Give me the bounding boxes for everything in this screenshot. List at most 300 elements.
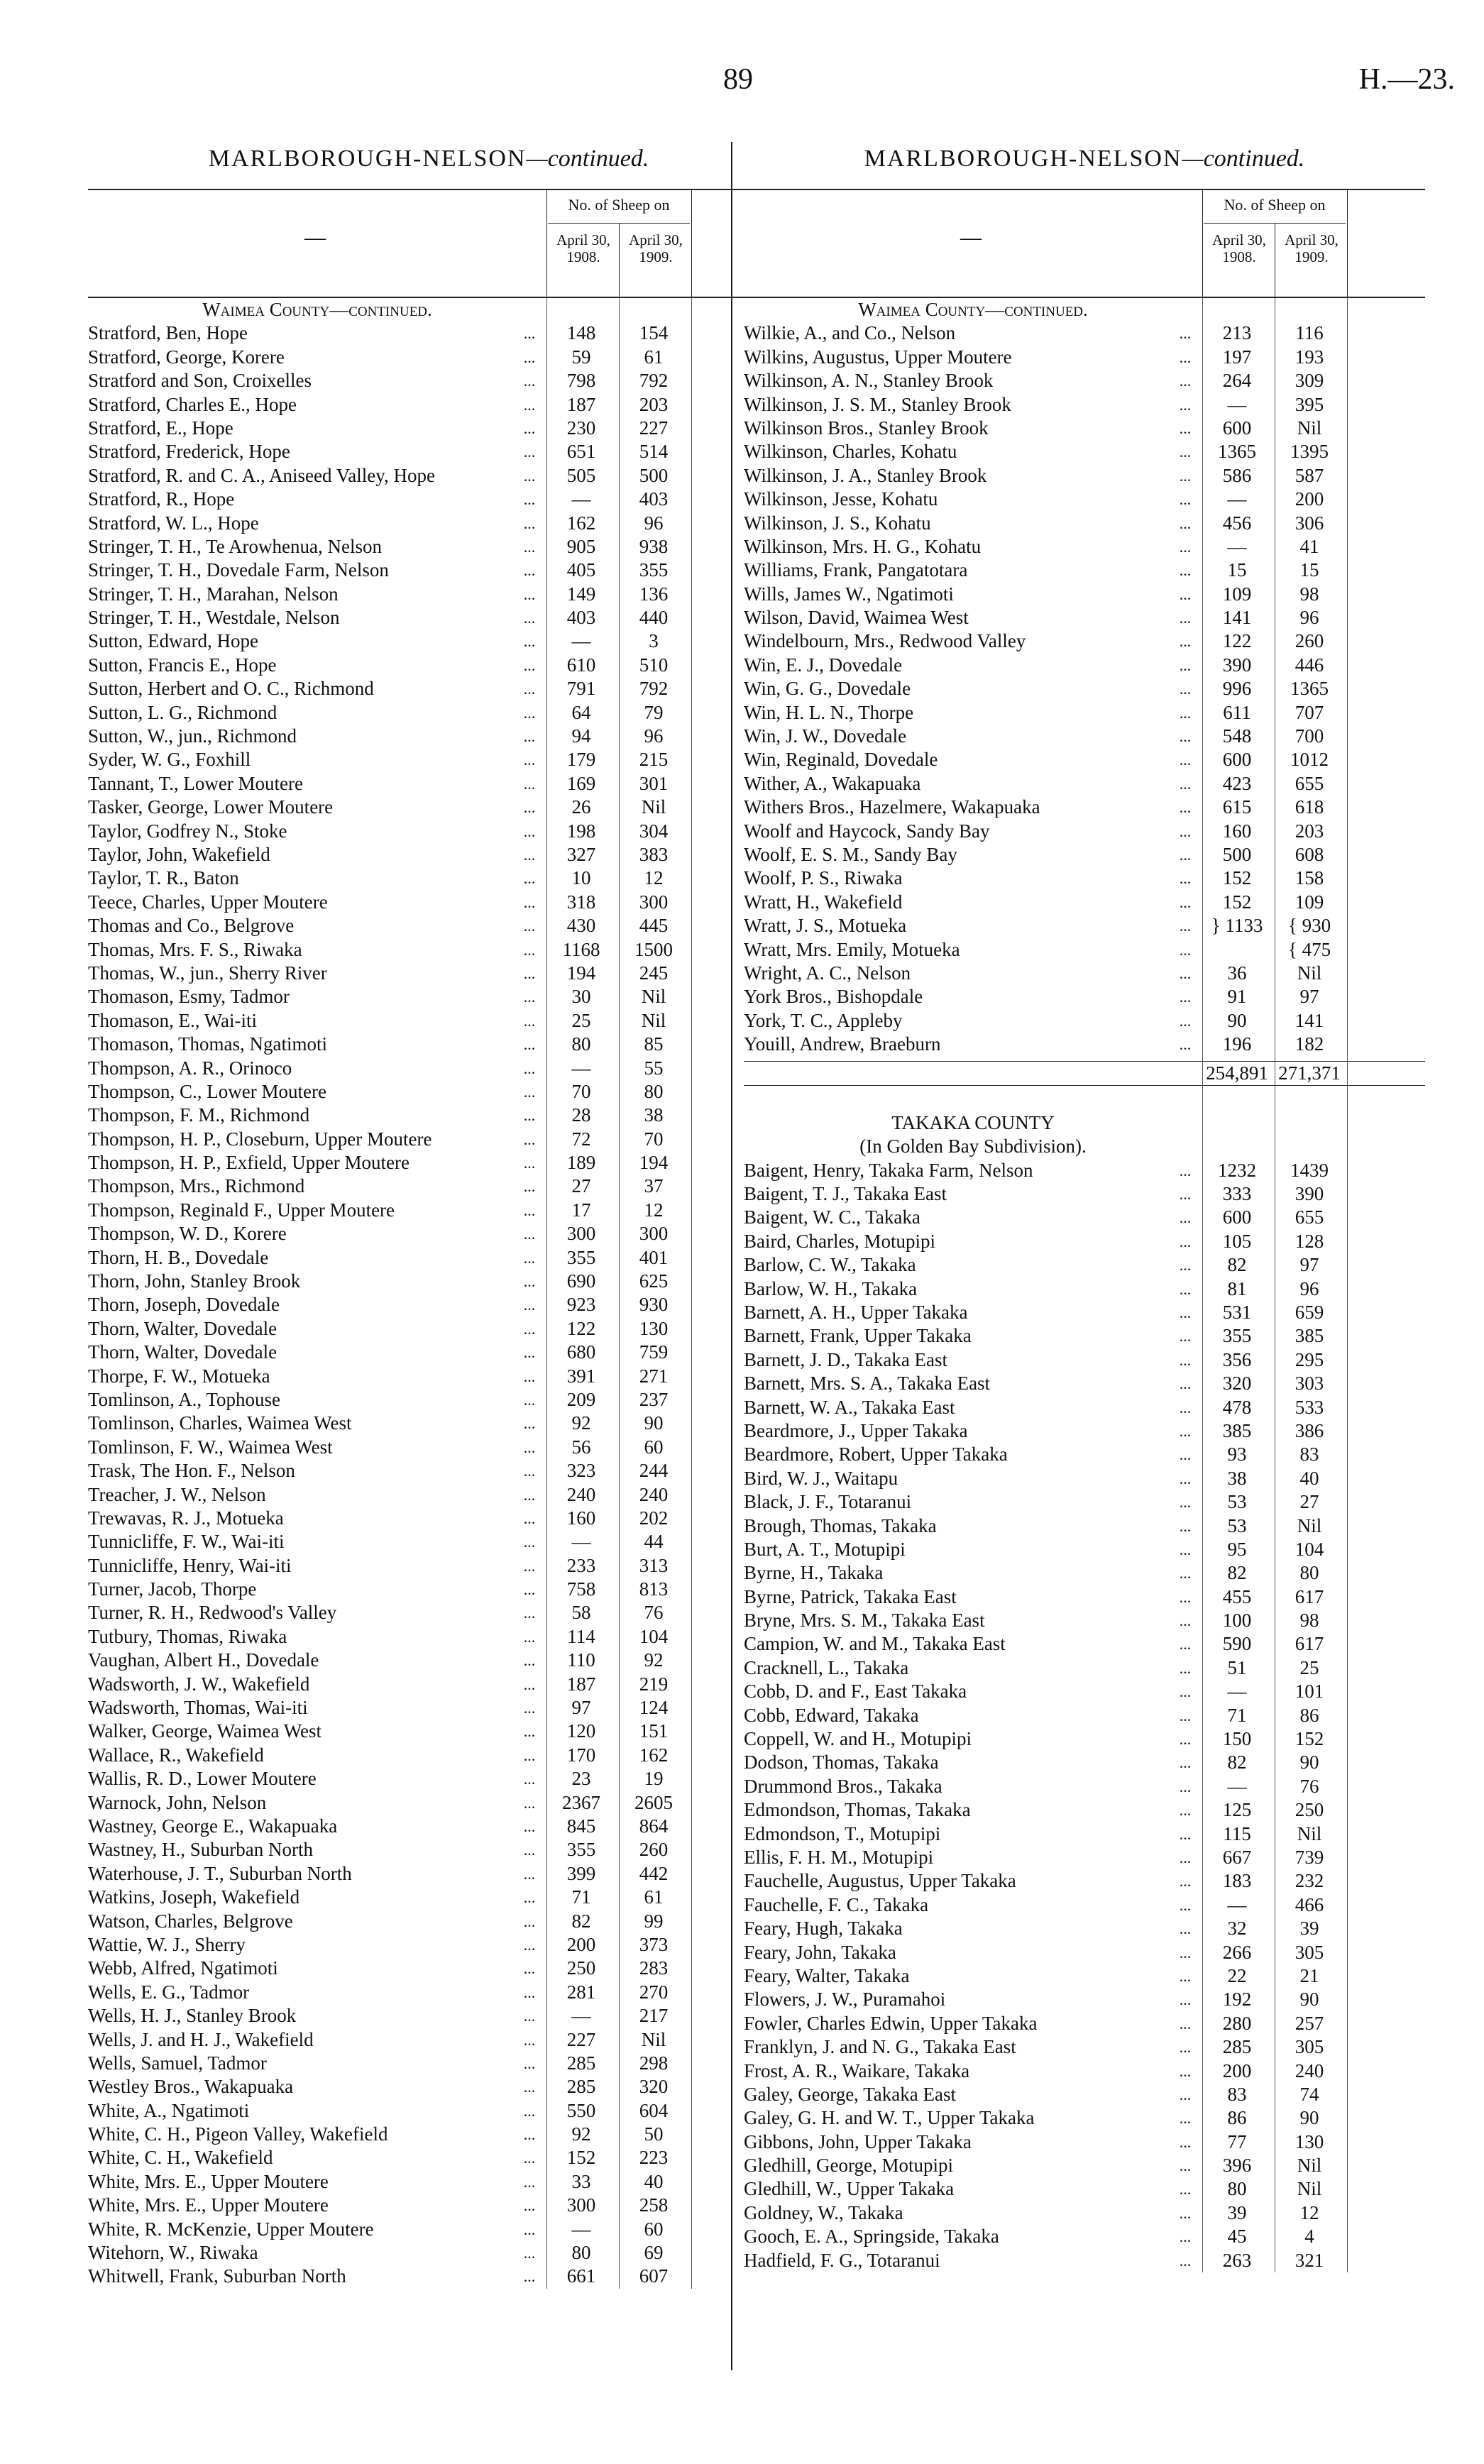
- sheep-1909: 200: [1295, 488, 1324, 510]
- sheep-1909: 759: [639, 1341, 669, 1363]
- leader-dots: ...: [1179, 1161, 1192, 1179]
- sheep-1909: 158: [1295, 867, 1324, 889]
- owner-name: Syder, W. G., Foxhill: [88, 749, 251, 771]
- leader-dots: ...: [523, 395, 536, 414]
- sheep-1909: Nil: [641, 1009, 666, 1031]
- leader-dots: ...: [523, 774, 536, 793]
- sheep-1909: 270: [639, 1981, 669, 2003]
- sheep-1908: 72: [571, 1128, 591, 1150]
- table-row: [744, 1798, 1425, 1822]
- leader-dots: ...: [1179, 1421, 1192, 1440]
- leader-dots: ...: [523, 537, 536, 556]
- name-column-header: —: [960, 226, 982, 249]
- owner-name: Thompson, H. P., Exfield, Upper Moutere: [88, 1152, 410, 1174]
- leader-dots: ...: [1179, 2014, 1192, 2033]
- sheep-1908: 590: [1222, 1633, 1252, 1655]
- sheep-1908: —: [571, 1057, 591, 1079]
- table-row: [744, 1372, 1425, 1395]
- table-row: [88, 1815, 769, 1838]
- leader-dots: ...: [1179, 490, 1192, 509]
- owner-name: Stratford, E., Hope: [88, 417, 233, 439]
- title-continued: —continued.: [1182, 145, 1305, 172]
- table-row: [88, 1649, 769, 1672]
- sheep-1909: 90: [1299, 1751, 1319, 1773]
- table-row: [744, 346, 1425, 369]
- sheep-1908: 15: [1227, 559, 1247, 581]
- owner-name: Woolf, E. S. M., Sandy Bay: [744, 843, 957, 865]
- table-row: [88, 1080, 769, 1104]
- sheep-1909: 608: [1295, 843, 1324, 865]
- table-row: [744, 1656, 1425, 1680]
- leader-dots: ...: [523, 798, 536, 817]
- owner-name: Win, Reginald, Dovedale: [744, 749, 938, 771]
- owner-name: Stringer, T. H., Marahan, Nelson: [88, 583, 339, 605]
- leader-dots: ...: [523, 1627, 536, 1646]
- sheep-1909: 1395: [1290, 441, 1329, 463]
- sheep-1909: 283: [639, 1957, 669, 1979]
- owner-name: Woolf and Haycock, Sandy Bay: [744, 820, 990, 842]
- leader-dots: ...: [523, 372, 536, 390]
- leader-dots: ...: [1179, 1872, 1192, 1891]
- owner-name: Drummond Bros., Takaka: [744, 1775, 942, 1797]
- owner-name: Win, H. L. N., Thorpe: [744, 701, 914, 723]
- leader-dots: ...: [523, 727, 536, 746]
- sheep-1909: 373: [639, 1933, 669, 1955]
- table-row: [88, 1412, 769, 1435]
- sheep-1908: 51: [1227, 1656, 1247, 1678]
- sheep-1908: 91: [1227, 986, 1247, 1008]
- sheep-1908: 81: [1227, 1277, 1247, 1299]
- leader-dots: ...: [1179, 1256, 1192, 1275]
- leader-dots: ...: [1179, 443, 1192, 461]
- name-column-header: —: [304, 226, 326, 249]
- sheep-1909: 442: [639, 1862, 669, 1884]
- owner-name: Youill, Andrew, Braeburn: [744, 1033, 941, 1055]
- sheep-1909: 271: [639, 1365, 669, 1387]
- owner-name: Byrne, Patrick, Takaka East: [744, 1585, 957, 1607]
- owner-name: Tannant, T., Lower Moutere: [88, 772, 304, 794]
- table-row: [88, 2123, 769, 2146]
- owner-name: Windelbourn, Mrs., Redwood Valley: [744, 630, 1026, 652]
- sheep-1909: 3: [649, 630, 659, 652]
- sheep-1908: 86: [1227, 2107, 1247, 2129]
- owner-name: Tasker, George, Lower Moutere: [88, 796, 334, 818]
- sheep-1908: 22: [1227, 1964, 1247, 1986]
- sheep-1909: 90: [1299, 1989, 1319, 2011]
- owner-name: Thorn, Walter, Dovedale: [88, 1317, 277, 1339]
- sheep-1908: 197: [1222, 346, 1252, 368]
- leader-dots: ...: [523, 2101, 536, 2120]
- sheep-1908: 200: [566, 1933, 596, 1955]
- owner-name: Thompson, Mrs., Richmond: [88, 1175, 305, 1197]
- table-row: [88, 867, 769, 890]
- right-column-title: [744, 142, 1425, 176]
- table-row: [88, 1341, 769, 1364]
- leader-dots: ...: [1179, 893, 1192, 911]
- sheep-1909: Nil: [641, 986, 666, 1008]
- leader-dots: ...: [1179, 1612, 1192, 1630]
- takaka-subtitle: (In Golden Bay Subdivision).: [859, 1135, 1087, 1157]
- table-row: [744, 1893, 1425, 1917]
- owner-name: Barnett, W. A., Takaka East: [744, 1396, 955, 1418]
- date-1908-header: April 30, 1908.: [556, 231, 610, 265]
- owner-name: Wills, James W., Ngatimoti: [744, 583, 954, 605]
- sheep-1909: 395: [1295, 393, 1324, 415]
- leader-dots: ...: [523, 1509, 536, 1527]
- sheep-1908: 141: [1222, 607, 1252, 629]
- leader-dots: ...: [1179, 940, 1192, 959]
- sheep-1908: 285: [566, 2052, 596, 2074]
- sheep-1909: 79: [644, 701, 664, 723]
- table-row: [88, 962, 769, 985]
- sheep-1908: 122: [1222, 630, 1252, 652]
- sheep-count-header: No. of Sheep on: [568, 196, 670, 214]
- leader-dots: ...: [523, 1746, 536, 1764]
- table-row: [744, 1419, 1425, 1443]
- leader-dots: ...: [1179, 2038, 1192, 2057]
- owner-name: Bird, W. J., Waitapu: [744, 1467, 898, 1489]
- sheep-1908: 149: [566, 583, 596, 605]
- table-row: [744, 867, 1425, 890]
- sheep-1908: 423: [1222, 772, 1252, 794]
- sheep-1909: 260: [1295, 630, 1324, 652]
- sheep-1908: 600: [1222, 417, 1252, 439]
- sheep-1909: 15: [1299, 559, 1319, 581]
- sheep-1909: 223: [639, 2147, 669, 2169]
- sheep-1909: 655: [1295, 1206, 1324, 1228]
- owner-name: Fauchelle, Augustus, Upper Takaka: [744, 1870, 1016, 1892]
- title-continued: —continued.: [526, 145, 649, 172]
- sheep-1909: 298: [639, 2052, 669, 2074]
- leader-dots: ...: [523, 822, 536, 840]
- leader-dots: ...: [1179, 1185, 1192, 1204]
- leader-dots: ...: [1179, 1683, 1192, 1701]
- owner-name: Wilkinson, J. S. M., Stanley Brook: [744, 393, 1011, 415]
- leader-dots: ...: [1179, 869, 1192, 888]
- leader-dots: ...: [523, 845, 536, 864]
- leader-dots: ...: [523, 1462, 536, 1480]
- sheep-1908: 39: [1227, 2201, 1247, 2223]
- table-row: [88, 512, 769, 535]
- sheep-1909: 41: [1299, 535, 1319, 557]
- table-row: [88, 2004, 769, 2028]
- leader-dots: ...: [1179, 1011, 1192, 1030]
- sheep-1909: 401: [639, 1246, 669, 1268]
- table-row: [88, 559, 769, 582]
- owner-name: Baigent, W. C., Takaka: [744, 1206, 920, 1228]
- sheep-1909: 355: [639, 559, 669, 581]
- owner-name: Win, G. G., Dovedale: [744, 678, 911, 700]
- sheep-1909: 203: [639, 393, 669, 415]
- table-row: [744, 1396, 1425, 1419]
- table-row: [744, 1182, 1425, 1206]
- table-row: [744, 1609, 1425, 1632]
- sheep-1909: 40: [1299, 1467, 1319, 1489]
- sheep-1908: 71: [1227, 1704, 1247, 1726]
- sheep-1908: 600: [1222, 1206, 1252, 1228]
- sheep-1908: 586: [1222, 464, 1252, 486]
- table-row: [744, 1230, 1425, 1253]
- sheep-1909: 12: [1299, 2201, 1319, 2223]
- sheep-1909: 60: [644, 2218, 664, 2240]
- table-row: [744, 1988, 1425, 2011]
- sheep-1908: } 1133: [1211, 915, 1263, 937]
- sheep-1909: 124: [639, 1697, 669, 1719]
- table-row: [88, 1459, 769, 1483]
- owner-name: Barnett, J. D., Takaka East: [744, 1348, 948, 1370]
- table-row: [744, 1775, 1425, 1798]
- sheep-1909: 1500: [634, 938, 673, 960]
- left-column: [88, 142, 769, 2399]
- sheep-1908: 97: [571, 1697, 591, 1719]
- owner-name: White, A., Ngatimoti: [88, 2099, 250, 2121]
- leader-dots: ...: [1179, 1991, 1192, 2009]
- table-row: [88, 1957, 769, 1980]
- table-row: [744, 796, 1425, 819]
- sheep-1909: 227: [639, 417, 669, 439]
- owner-name: Goldney, W., Takaka: [744, 2201, 903, 2223]
- owner-name: Wells, E. G., Tadmor: [88, 1981, 250, 2003]
- leader-dots: ...: [1179, 1730, 1192, 1749]
- table-row: [744, 1751, 1425, 1774]
- leader-dots: ...: [523, 988, 536, 1006]
- sheep-1909: { 930: [1287, 915, 1331, 937]
- owner-name: Wither, A., Wakapuaka: [744, 772, 921, 794]
- owner-name: Watson, Charles, Belgrove: [88, 1910, 293, 1932]
- owner-name: Stratford, George, Korere: [88, 346, 285, 368]
- leader-dots: ...: [1179, 372, 1192, 390]
- leader-dots: ...: [1179, 1635, 1192, 1654]
- table-row: [88, 346, 769, 369]
- owner-name: Webb, Alfred, Ngatimoti: [88, 1957, 278, 1979]
- sheep-1909: 116: [1295, 322, 1324, 344]
- owner-name: Frost, A. R., Waikare, Takaka: [744, 2059, 970, 2081]
- sheep-1908: [1201, 938, 1273, 962]
- table-row: [744, 1159, 1425, 1182]
- leader-dots: ...: [523, 2149, 536, 2167]
- leader-dots: ...: [1179, 419, 1192, 437]
- table-row: [88, 417, 769, 440]
- leader-dots: ...: [523, 561, 536, 580]
- leader-dots: ...: [1179, 585, 1192, 603]
- section-heading: Waimea County—continued.: [202, 299, 432, 320]
- owner-name: Edmondson, Thomas, Takaka: [744, 1799, 971, 1821]
- sheep-1908: 53: [1227, 1491, 1247, 1513]
- leader-dots: ...: [1179, 680, 1192, 698]
- sheep-1908: 194: [566, 962, 596, 984]
- table-row: [744, 393, 1425, 417]
- sheep-1908: 59: [571, 346, 591, 368]
- table-row: [88, 725, 769, 748]
- owner-name: Tunnicliffe, F. W., Wai-iti: [88, 1531, 285, 1553]
- owner-name: Taylor, T. R., Baton: [88, 867, 239, 889]
- sheep-1909: 12: [644, 1199, 664, 1221]
- owner-name: Thomason, Esmy, Tadmor: [88, 986, 290, 1008]
- sheep-1909: 510: [639, 654, 669, 676]
- leader-dots: ...: [1179, 514, 1192, 532]
- table-row: [88, 1222, 769, 1245]
- owner-name: Ellis, F. H. M., Motupipi: [744, 1847, 934, 1868]
- table-row: [88, 701, 769, 725]
- sheep-1908: 396: [1222, 2155, 1252, 2177]
- owner-name: Sutton, L. G., Richmond: [88, 701, 277, 723]
- owner-name: White, R. McKenzie, Upper Moutere: [88, 2218, 374, 2240]
- table-row: [88, 2075, 769, 2099]
- table-row: [744, 606, 1425, 629]
- owner-name: Thompson, Reginald F., Upper Moutere: [88, 1199, 395, 1221]
- leader-dots: ...: [1179, 1920, 1192, 1938]
- owner-name: Tutbury, Thomas, Riwaka: [88, 1625, 287, 1647]
- sheep-1909: 97: [1299, 1254, 1319, 1276]
- leader-dots: ...: [523, 2054, 536, 2072]
- sheep-1908: 610: [566, 654, 596, 676]
- sheep-1908: 77: [1227, 2130, 1247, 2152]
- sheep-1908: 82: [571, 1910, 591, 1932]
- leader-dots: ...: [523, 466, 536, 485]
- owner-name: Gooch, E. A., Springside, Takaka: [744, 2226, 999, 2248]
- sheep-1908: 17: [571, 1199, 591, 1221]
- sheep-1908: 667: [1222, 1847, 1252, 1868]
- leader-dots: ...: [523, 1319, 536, 1338]
- leader-dots: ...: [523, 964, 536, 982]
- leader-dots: ...: [1179, 2133, 1192, 2151]
- leader-dots: ...: [523, 1793, 536, 1812]
- sheep-1909: 162: [639, 1744, 669, 1766]
- table-row: [88, 914, 769, 937]
- sheep-1909: 80: [1299, 1562, 1319, 1584]
- owner-name: Stratford, R., Hope: [88, 488, 235, 510]
- leader-dots: ...: [523, 324, 536, 343]
- column-rule: [546, 298, 547, 2289]
- column-rule: [1202, 298, 1203, 2272]
- table-row: [88, 1151, 769, 1175]
- table-row: [744, 1324, 1425, 1348]
- sheep-1909: 90: [644, 1412, 664, 1434]
- sheep-1909: 44: [644, 1531, 664, 1553]
- sheep-1908: 122: [566, 1317, 596, 1339]
- table-row: [88, 2241, 769, 2265]
- sheep-1909: 98: [1299, 583, 1319, 605]
- table-row: [88, 772, 769, 796]
- table-row: [88, 1507, 769, 1530]
- owner-name: Warnock, John, Nelson: [88, 1791, 267, 1813]
- sheep-1909: 25: [1299, 1656, 1319, 1678]
- sheep-1908: —: [1227, 488, 1247, 510]
- table-row: [88, 1436, 769, 1459]
- leader-dots: ...: [523, 1983, 536, 2001]
- sheep-1908: 233: [566, 1554, 596, 1576]
- sheep-1909: 203: [1295, 820, 1324, 842]
- table-row: [744, 559, 1425, 582]
- table-row: [88, 2194, 769, 2217]
- table-row: [744, 1727, 1425, 1751]
- table-row: [744, 2083, 1425, 2106]
- sheep-1909: 260: [639, 1839, 669, 1861]
- owner-name: Fauchelle, F. C., Takaka: [744, 1893, 929, 1915]
- sheep-1909: 587: [1295, 464, 1324, 486]
- sheep-1908: 189: [566, 1152, 596, 1174]
- leader-dots: ...: [1179, 2157, 1192, 2175]
- leader-dots: ...: [1179, 1232, 1192, 1250]
- table-row: [744, 583, 1425, 606]
- sheep-1908: —: [571, 630, 591, 652]
- owner-name: Baird, Charles, Motupipi: [744, 1230, 935, 1252]
- sheep-1908: 64: [571, 701, 591, 723]
- leader-dots: ...: [523, 1130, 536, 1148]
- table-row: [88, 1578, 769, 1601]
- owner-name: Wilkins, Augustus, Upper Moutere: [744, 346, 1012, 368]
- owner-name: Wells, J. and H. J., Wakefield: [88, 2028, 314, 2050]
- table-row: [744, 1301, 1425, 1324]
- left-column-title: [88, 142, 769, 176]
- table-row: [744, 1846, 1425, 1869]
- owner-name: Galey, George, Takaka East: [744, 2083, 956, 2105]
- sheep-1908: 110: [567, 1649, 595, 1671]
- leader-dots: ...: [523, 1817, 536, 1835]
- sheep-1908: 478: [1222, 1396, 1252, 1418]
- leader-dots: ...: [523, 680, 536, 698]
- owner-name: Wallis, R. D., Lower Moutere: [88, 1768, 317, 1790]
- table-row: [88, 748, 769, 771]
- sheep-1908: 45: [1227, 2226, 1247, 2248]
- sheep-1909: 258: [639, 2194, 669, 2216]
- table-row: [744, 1206, 1425, 1229]
- leader-dots: ...: [523, 632, 536, 651]
- sheep-1909: 250: [1295, 1799, 1324, 1821]
- table-row: [88, 321, 769, 345]
- sheep-1909: 104: [1295, 1538, 1324, 1560]
- leader-dots: ...: [523, 348, 536, 366]
- table-row: [744, 629, 1425, 653]
- table-row: [744, 440, 1425, 463]
- leader-dots: ...: [1179, 964, 1192, 982]
- owner-name: Byrne, H., Takaka: [744, 1562, 884, 1584]
- table-row: [744, 1033, 1425, 1056]
- sheep-1908: —: [571, 1531, 591, 1553]
- table-row: [744, 1277, 1425, 1301]
- owner-name: Wilkinson, A. N., Stanley Brook: [744, 370, 994, 392]
- table-row: [88, 2052, 769, 2075]
- sheep-1908: 187: [566, 1673, 596, 1695]
- sheep-1909: 193: [1295, 346, 1324, 368]
- sheep-1909: 1012: [1290, 749, 1329, 771]
- sheep-1908: 170: [566, 1744, 596, 1766]
- leader-dots: ...: [1179, 1398, 1192, 1417]
- leader-dots: ...: [523, 2030, 536, 2049]
- leader-dots: ...: [523, 1533, 536, 1551]
- table-row: [88, 464, 769, 488]
- sheep-1909: 92: [644, 1649, 664, 1671]
- sheep-1908: 10: [571, 867, 591, 889]
- leader-dots: ...: [523, 1935, 536, 1954]
- sheep-1908: 403: [566, 607, 596, 629]
- sheep-1909: 136: [639, 583, 669, 605]
- sheep-1908: 152: [1222, 891, 1252, 913]
- table-row: [88, 891, 769, 914]
- leader-dots: ...: [1179, 2062, 1192, 2080]
- sheep-1909: 85: [644, 1033, 664, 1055]
- leader-dots: ...: [523, 1438, 536, 1456]
- owner-name: Watkins, Joseph, Wakefield: [88, 1886, 300, 1908]
- sheep-1908: 996: [1222, 678, 1252, 700]
- owner-name: Taylor, Godfrey N., Stoke: [88, 820, 287, 842]
- sheep-1909: 101: [1295, 1681, 1324, 1703]
- sheep-1908: 26: [571, 796, 591, 818]
- owner-name: Wadsworth, Thomas, Wai-iti: [88, 1697, 308, 1719]
- table-row: [88, 1981, 769, 2004]
- sheep-1908: 83: [1227, 2083, 1247, 2105]
- table-row: [744, 2154, 1425, 2177]
